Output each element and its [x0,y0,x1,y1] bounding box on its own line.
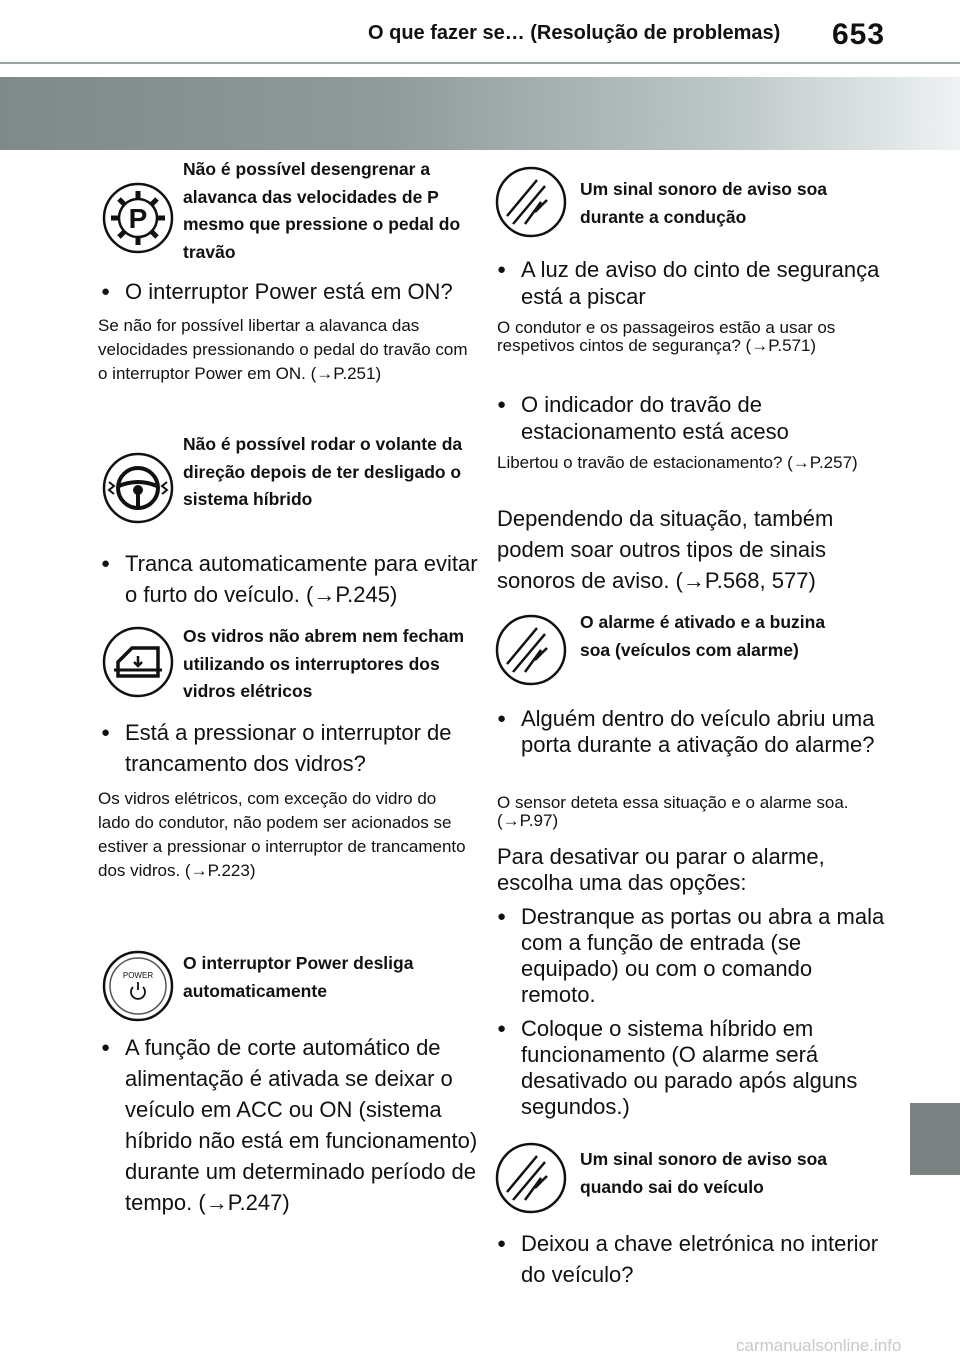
note-shift-lever: Se não for possível libertar a alavanca das velocidades pressionando o pedal do travão com o interruptor Power em ON. (→P.251) [98,316,468,383]
section-title-shift-lever: Não é possível desengrenar a alavanca das velocidades de P mesmo que pressione o pedal do travão [183,159,461,262]
bullet-steering-lock: ● Tranca automaticamente para evitar o furto do veículo. (→P.245) [101,548,495,610]
section-title-buzzer-exit: Um sinal sonoro de aviso soa quando sai do veículo [580,1149,828,1197]
note-alarm-sensor: O sensor deteta essa situação e o alarme soa. (→P.97) [497,793,849,830]
exit-buzzer-icon [495,1142,567,1214]
warning-buzzer-icon [495,166,567,238]
power-button-icon [102,950,174,1022]
shift-lock-p-gear-icon [102,182,174,254]
body-other-buzzers: Dependendo da situação, também podem soar outros tipos de sinais sonoros de aviso. (→P.568, 577) [497,506,834,593]
section-title-power-off: O interruptor Power desliga automaticamente [183,953,414,1001]
header-title: O que fazer se… (Resolução de problemas) [368,22,781,44]
bullet-window-lock-switch: ● Está a pressionar o interruptor de trancamento dos vidros? [101,717,495,779]
page-number: 653 [832,18,886,51]
bullet-unlock-doors: ● Destranque as portas ou abra a mala com a função de entrada (se equipado) ou com o comando remoto. [497,904,891,1008]
section-banner [0,77,960,150]
svg-text:P: P [128,203,148,234]
bullet-seatbelt-warning: ● A luz de aviso do cinto de segurança está a piscar [497,256,891,310]
header-divider [0,62,960,64]
note-window-lock: Os vidros elétricos, com exceção do vidro do lado do condutor, não podem ser acionados se estiver a pressionar o interruptor de trancamento dos vidros. (→P.223) [98,789,466,880]
alarm-buzzer-icon [495,614,567,686]
section-title-windows: Os vidros não abrem nem fecham utilizando os interruptores dos vidros elétricos [183,626,465,701]
section-title-steering-wheel: Não é possível rodar o volante da direção depois de ter desligado o sistema híbrido [183,434,463,509]
body-disable-alarm: Para desativar ou parar o alarme, escolha uma das opções: [497,844,825,895]
bullet-auto-power-off: ● A função de corte automático de alimentação é ativada se deixar o veículo em ACC ou ON (sistema híbrido não está em funcionamento) durante um determinado período de tempo. (→P.247) [101,1032,495,1218]
bullet-power-switch-on: ● O interruptor Power está em ON? [101,278,495,305]
section-title-buzzer-driving: Um sinal sonoro de aviso soa durante a condução [580,179,828,227]
bullet-key-inside: ● Deixou a chave eletrónica no interior do veículo? [497,1228,891,1290]
watermark: carmanualsonline.info [736,1336,902,1355]
bullet-start-hybrid: ● Coloque o sistema híbrido em funcionamento (O alarme será desativado ou parado após alguns segundos.) [497,1016,891,1120]
note-seatbelt: O condutor e os passageiros estão a usar os respetivos cintos de segurança? (→P.571) [497,318,836,355]
section-title-alarm: O alarme é ativado e a buzina soa (veículos com alarme) [580,612,826,660]
steering-wheel-lock-icon [102,452,174,524]
bullet-parking-brake: ● O indicador do travão de estacionamento está aceso [497,391,891,445]
bullet-door-opened: ● Alguém dentro do veículo abriu uma porta durante a ativação do alarme? [497,706,891,758]
power-icon-label: POWER [122,971,154,980]
window-lock-icon [102,626,174,698]
note-parking-brake: Libertou o travão de estacionamento? (→P.257) [497,453,858,472]
chapter-side-tab [910,1103,960,1175]
